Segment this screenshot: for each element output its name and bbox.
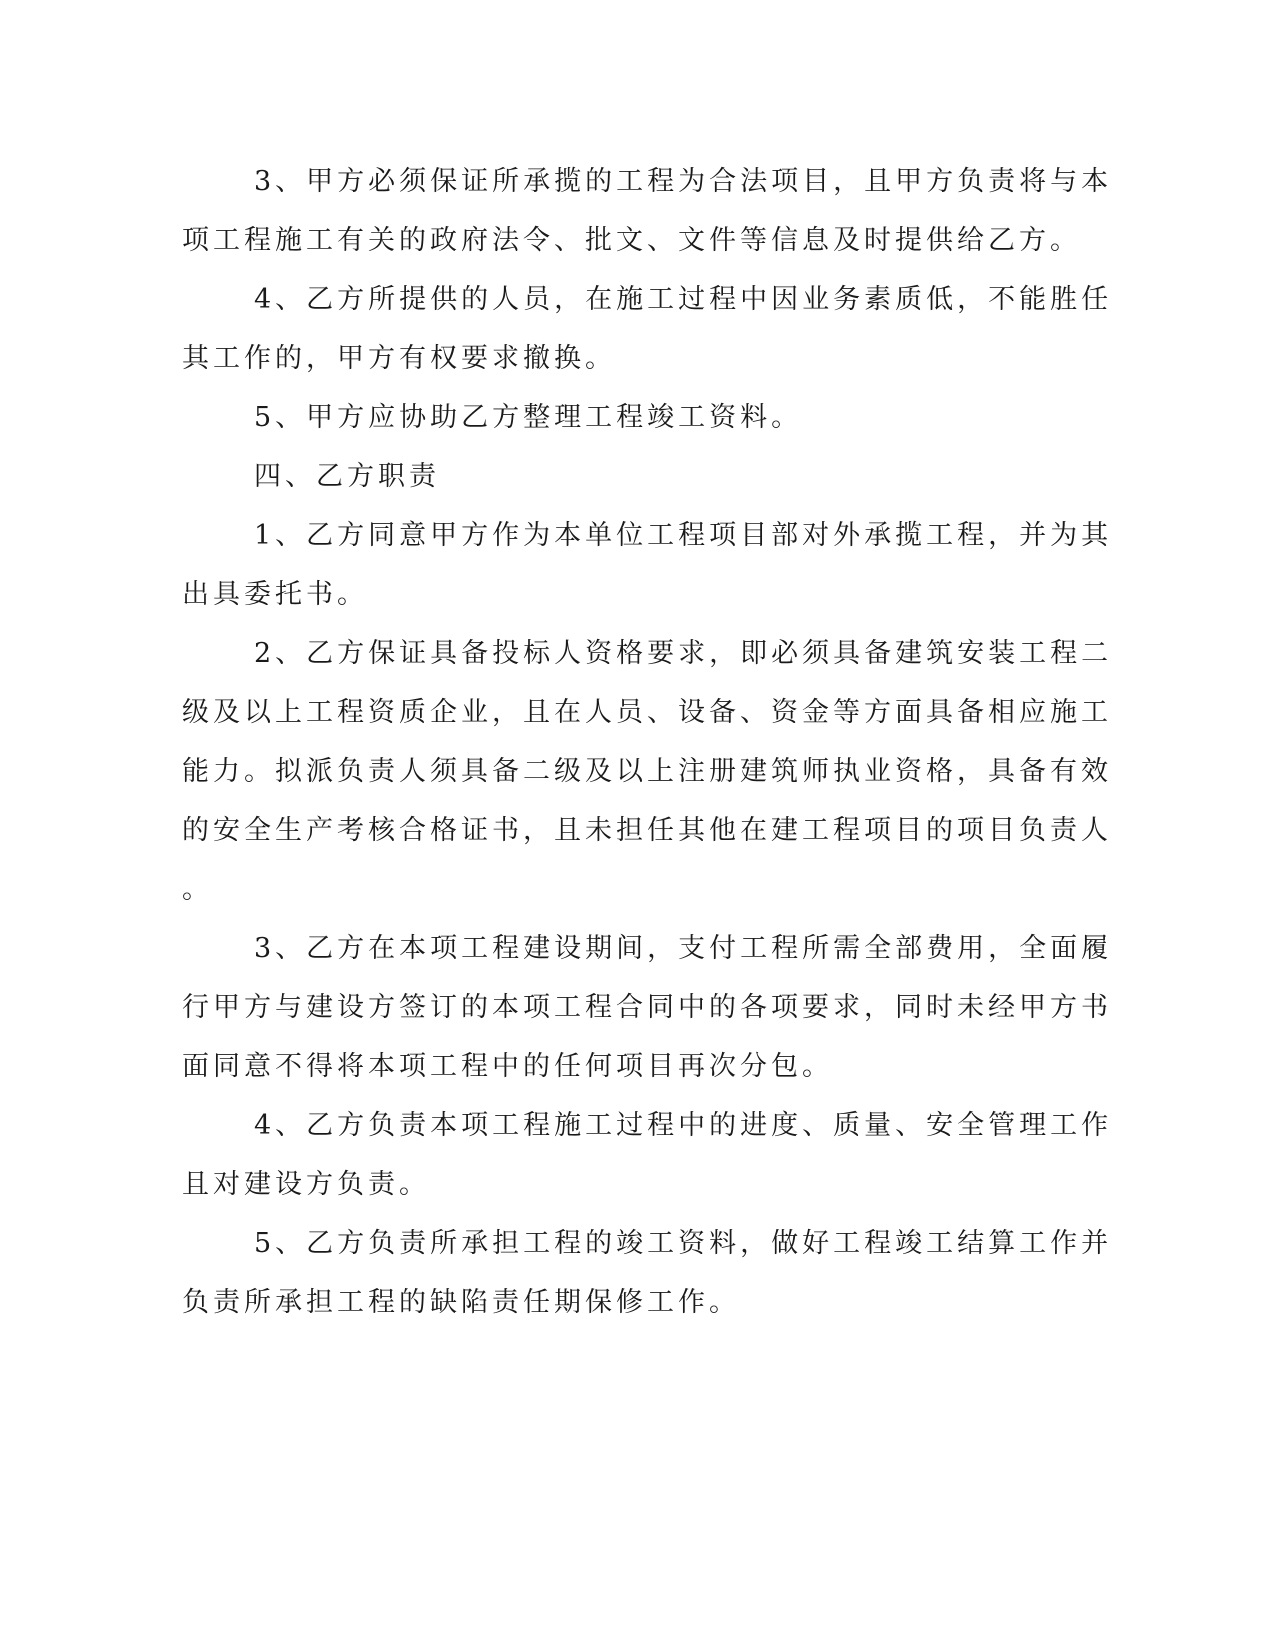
paragraph-line: 3、乙方在本项工程建设期间，支付工程所需全部费用，全面履: [254, 933, 1113, 964]
section-heading: 四、乙方职责: [254, 461, 440, 492]
paragraph-line: 面同意不得将本项工程中的任何项目再次分包。: [182, 1051, 833, 1082]
document-body: [182, 152, 1113, 1332]
paragraph-line: 能力。拟派负责人须具备二级及以上注册建筑师执业资格，具备有效: [182, 756, 1112, 787]
paragraph-line: 的安全生产考核合格证书，且未担任其他在建工程项目的项目负责人: [182, 815, 1112, 846]
paragraph-line: 。: [182, 874, 213, 905]
paragraph-line: 2、乙方保证具备投标人资格要求，即必须具备建筑安装工程二: [254, 638, 1113, 669]
paragraph-line: 4、乙方所提供的人员，在施工过程中因业务素质低，不能胜任: [254, 284, 1113, 315]
paragraph-line: 行甲方与建设方签订的本项工程合同中的各项要求，同时未经甲方书: [182, 992, 1112, 1023]
paragraph-line: 1、乙方同意甲方作为本单位工程项目部对外承揽工程，并为其: [254, 520, 1113, 551]
paragraph-line: 且对建设方负责。: [182, 1169, 430, 1200]
paragraph-line: 出具委托书。: [182, 579, 368, 610]
paragraph-line: 项工程施工有关的政府法令、批文、文件等信息及时提供给乙方。: [182, 225, 1081, 256]
paragraph-line: 级及以上工程资质企业，且在人员、设备、资金等方面具备相应施工: [182, 697, 1112, 728]
paragraph-line: 5、甲方应协助乙方整理工程竣工资料。: [254, 402, 803, 433]
paragraph-line: 其工作的，甲方有权要求撤换。: [182, 343, 616, 374]
paragraph-line: 4、乙方负责本项工程施工过程中的进度、质量、安全管理工作: [254, 1110, 1113, 1141]
paragraph-line: 3、甲方必须保证所承揽的工程为合法项目，且甲方负责将与本: [254, 166, 1113, 197]
paragraph-line: 5、乙方负责所承担工程的竣工资料，做好工程竣工结算工作并: [254, 1228, 1113, 1259]
paragraph-line: 负责所承担工程的缺陷责任期保修工作。: [182, 1287, 740, 1318]
